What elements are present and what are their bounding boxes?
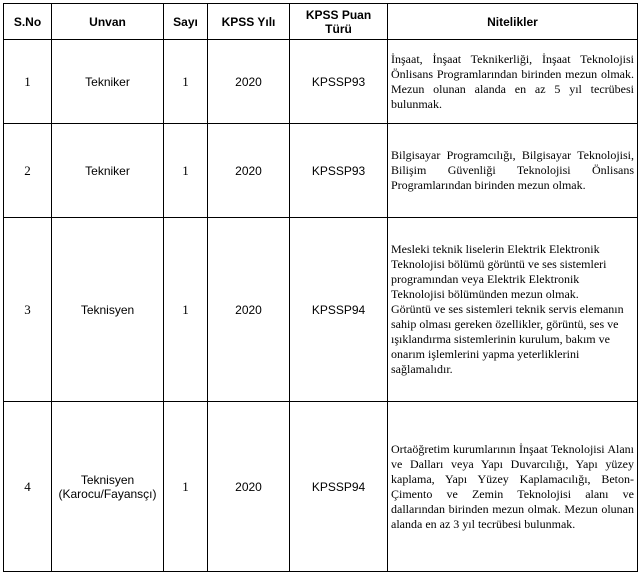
nitelik-paragraph: İnşaat, İnşaat Teknikerliği, İnşaat Teknolojisi Önlisans Programlarından birinden mezun olmak. Mezun olunan alanda en az 5 yıl tecrübesi bulunmak. [391, 51, 634, 111]
header-kpss-puan-line1: KPSS Puan [305, 7, 372, 22]
cell-sayi: 1 [164, 124, 208, 218]
unvan-line: Teknisyen [80, 302, 135, 317]
cell-sayi: 1 [164, 218, 208, 402]
header-sayi: Sayı [164, 4, 208, 40]
cell-sno: 1 [4, 40, 52, 124]
header-row [4, 4, 638, 40]
cell-nitelikler [388, 124, 638, 218]
cell-unvan [52, 402, 164, 572]
cell-unvan [52, 218, 164, 402]
cell-kpss-yili: 2020 [208, 124, 290, 218]
table-row [4, 40, 638, 124]
cell-sayi: 1 [164, 402, 208, 572]
nitelik-paragraph: Görüntü ve ses sistemleri teknik servis elemanın sahip olması gereken özellikler, görüntü, ses ve ışıklandırma sistemlerinin kurulum, bakım ve onarım işlemlerini yapma yeterliklerini sağlamalıdır. [391, 302, 624, 376]
header-unvan: Unvan [52, 4, 164, 40]
table-row [4, 402, 638, 572]
cell-sayi: 1 [164, 40, 208, 124]
cell-nitelikler [388, 218, 638, 402]
header-kpss-yili: KPSS Yılı [208, 4, 290, 40]
table-row [4, 124, 638, 218]
unvan-line: Tekniker [85, 74, 130, 89]
cell-puan-turu: KPSSP94 [290, 218, 388, 402]
cell-puan-turu: KPSSP93 [290, 40, 388, 124]
cell-kpss-yili: 2020 [208, 40, 290, 124]
unvan-line: (Karocu/Fayansçı) [58, 486, 157, 501]
cell-nitelikler [388, 40, 638, 124]
cell-sno: 4 [4, 402, 52, 572]
unvan-line: Teknisyen [80, 472, 135, 487]
cell-kpss-yili: 2020 [208, 402, 290, 572]
header-kpss-puan-turu [290, 4, 388, 40]
cell-kpss-yili: 2020 [208, 218, 290, 402]
header-kpss-puan-line2: Türü [325, 21, 352, 36]
cell-nitelikler [388, 402, 638, 572]
header-sno: S.No [4, 4, 52, 40]
cell-puan-turu: KPSSP94 [290, 402, 388, 572]
table-row [4, 218, 638, 402]
cell-unvan [52, 124, 164, 218]
header-nitelikler: Nitelikler [388, 4, 638, 40]
cell-sno: 2 [4, 124, 52, 218]
cell-unvan [52, 40, 164, 124]
nitelik-paragraph: Mesleki teknik liselerin Elektrik Elektronik Teknolojisi bölümü görüntü ve ses sistemleri programından veya Elektrik Elektronik Teknolojisi bölümünden mezun olmak. [391, 242, 607, 301]
cell-sno: 3 [4, 218, 52, 402]
positions-table [3, 3, 638, 572]
unvan-line: Tekniker [85, 163, 130, 178]
nitelik-paragraph: Bilgisayar Programcılığı, Bilgisayar Teknolojisi, Bilişim Güvenliği Teknolojisi Önlisans Programlarından birinden mezun olmak. [391, 148, 634, 192]
nitelik-paragraph: Ortaöğretim kurumlarının İnşaat Teknolojisi Alanı ve Dalları veya Yapı Duvarcılığı, Yapı yüzey kaplama, Yapı Yüzey Kaplamacılığı, Beton-Çimento ve Zemin Teknolojisi alanı ve dallarından birinden mezun olmak. Mezun olunan alanda en az 3 yıl tecrübesi bulunmak. [391, 441, 634, 531]
cell-puan-turu: KPSSP93 [290, 124, 388, 218]
